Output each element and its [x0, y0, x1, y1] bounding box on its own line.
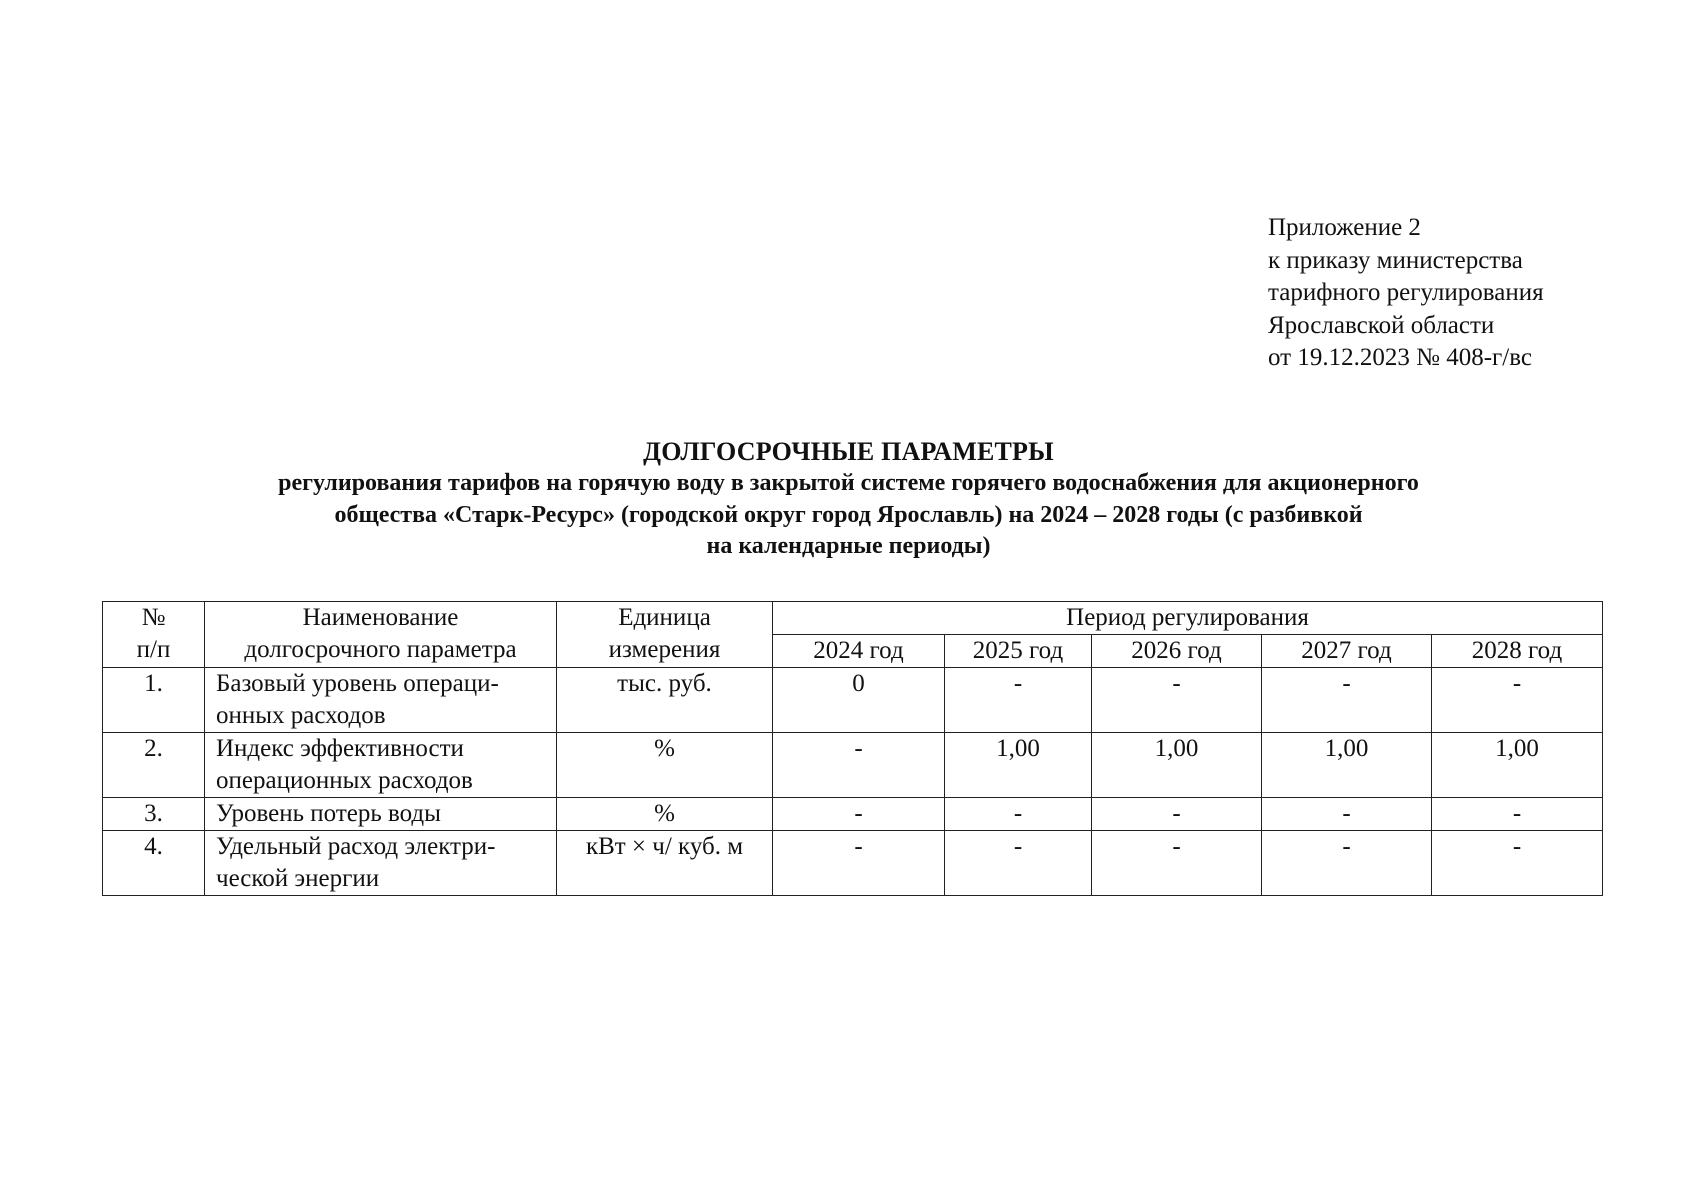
row-value: - — [1262, 668, 1432, 733]
document-subtitle — [100, 468, 1597, 563]
table-row — [103, 668, 1603, 733]
row-name-line: онных расходов — [216, 702, 386, 729]
row-value: - — [773, 798, 945, 831]
row-value: - — [1092, 668, 1262, 733]
header-period: Период регулирования — [773, 602, 1603, 635]
row-name — [205, 668, 557, 733]
header-unit-line: измерения — [608, 636, 721, 663]
appendix-line: Приложение 2 — [1268, 214, 1421, 241]
appendix-line: Ярославской области — [1268, 311, 1495, 339]
header-unit — [557, 602, 773, 668]
row-value: - — [945, 831, 1092, 896]
table-row — [103, 798, 1603, 831]
table-header-row — [103, 602, 1603, 635]
row-name-line: Уровень потерь воды — [216, 800, 441, 827]
row-value: 1,00 — [945, 733, 1092, 798]
row-name-line: ческой энергии — [216, 865, 380, 892]
header-year: 2025 год — [945, 635, 1092, 668]
row-name-line: Индекс эффективности — [216, 735, 464, 762]
document-title: ДОЛГОСРОЧНЫЕ ПАРАМЕТРЫ — [643, 437, 1054, 466]
table-row — [103, 831, 1603, 896]
row-num: 4. — [103, 831, 205, 896]
table-row — [103, 733, 1603, 798]
row-value: - — [945, 668, 1092, 733]
subtitle-line: на календарные периоды) — [706, 533, 991, 559]
row-unit: тыс. руб. — [557, 668, 773, 733]
row-value: - — [1092, 831, 1262, 896]
row-value: 1,00 — [1262, 733, 1432, 798]
appendix-reference — [1268, 212, 1544, 375]
row-name — [205, 798, 557, 831]
row-unit: % — [557, 798, 773, 831]
row-value: - — [773, 831, 945, 896]
header-name-line: Наименование — [302, 604, 459, 631]
row-value: - — [773, 733, 945, 798]
row-unit: кВт × ч/ куб. м — [557, 831, 773, 896]
row-value: 1,00 — [1092, 733, 1262, 798]
appendix-line: от 19.12.2023 № 408-г/вс — [1268, 344, 1532, 371]
row-value: 1,00 — [1432, 733, 1603, 798]
subtitle-line: общества «Старк-Ресурс» (городской округ город Ярославль) на 2024 – 2028 годы (с разбивкой — [334, 501, 1363, 528]
subtitle-line: регулирования тарифов на горячую воду в закрытой системе горячего водоснабжения для акционерного — [278, 470, 1419, 496]
header-year: 2026 год — [1092, 635, 1262, 668]
row-value: - — [945, 798, 1092, 831]
row-value: - — [1432, 831, 1603, 896]
row-value: - — [1262, 831, 1432, 896]
row-name — [205, 733, 557, 798]
row-name-line: Базовый уровень операци- — [216, 670, 499, 697]
row-num: 2. — [103, 733, 205, 798]
row-name-line: операционных расходов — [216, 767, 473, 794]
appendix-line: тарифного регулирования — [1268, 279, 1544, 306]
header-name — [205, 602, 557, 668]
row-num: 3. — [103, 798, 205, 831]
header-num-line: п/п — [136, 636, 171, 663]
header-name-line: долгосрочного параметра — [244, 636, 517, 663]
row-name-line: Удельный расход электри- — [216, 833, 496, 860]
header-year: 2028 год — [1432, 635, 1603, 668]
row-name — [205, 831, 557, 896]
row-value: - — [1432, 668, 1603, 733]
parameters-table — [102, 601, 1603, 896]
header-num — [103, 602, 205, 668]
row-value: 0 — [773, 668, 945, 733]
row-num: 1. — [103, 668, 205, 733]
header-num-line: № — [141, 604, 166, 631]
appendix-line: к приказу министерства — [1268, 246, 1523, 274]
row-value: - — [1092, 798, 1262, 831]
row-unit: % — [557, 733, 773, 798]
row-value: - — [1262, 798, 1432, 831]
document-title-block — [100, 436, 1597, 563]
row-value: - — [1432, 798, 1603, 831]
header-year: 2027 год — [1262, 635, 1432, 668]
header-year: 2024 год — [773, 635, 945, 668]
header-unit-line: Единица — [618, 604, 711, 631]
